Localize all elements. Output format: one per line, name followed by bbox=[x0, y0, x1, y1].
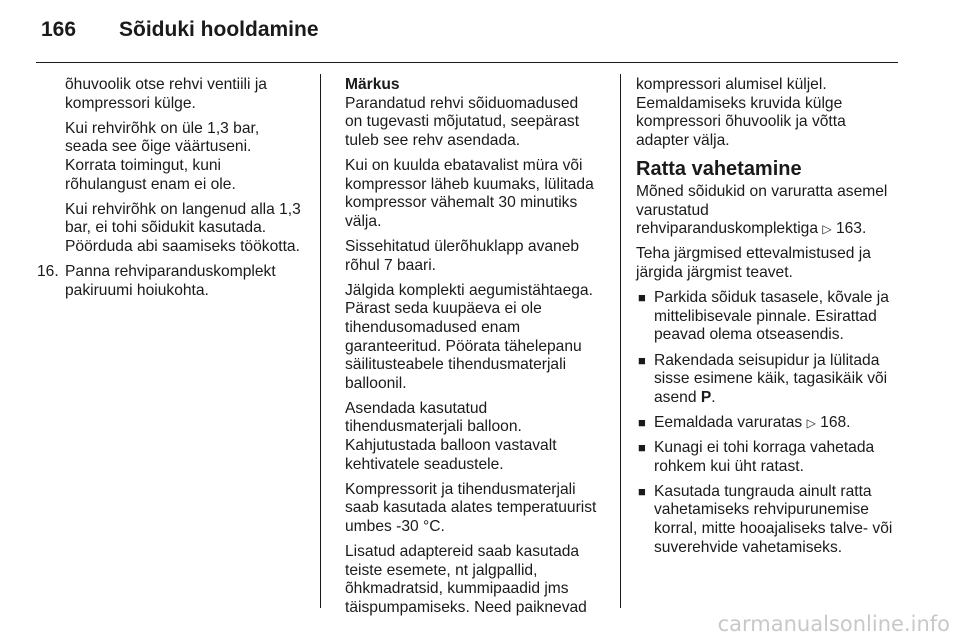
paragraph: Parandatud rehvi sõiduomadused on tugevasti mõjutatud, seepärast tuleb see rehv asendada. bbox=[345, 94, 580, 149]
section-title: Ratta vahetamine bbox=[636, 157, 802, 180]
page-ref-arrow-icon: ▷ bbox=[822, 222, 832, 237]
header-rule bbox=[36, 62, 898, 63]
paragraph: kompressori alumisel küljel. Eemaldamiseks kruvida külge kompressori õhuvoolik ja võtta adapter välja. bbox=[636, 76, 846, 149]
column-divider-1 bbox=[320, 74, 321, 608]
step-number: 16. bbox=[37, 263, 59, 281]
watermark: carmanualsonline.info bbox=[717, 612, 950, 636]
bullet-text-main: Rakendada seisupidur ja lülitada sisse esimene käik, tagasikäik või asend bbox=[654, 351, 888, 406]
column-1 bbox=[37, 76, 309, 307]
bullet-item bbox=[636, 352, 904, 408]
bullet-item bbox=[636, 414, 904, 433]
bullet-square-icon: ■ bbox=[638, 352, 646, 368]
bullet-square-icon: ■ bbox=[638, 483, 646, 499]
page-number: 166 bbox=[41, 18, 77, 41]
bullet-square-icon: ■ bbox=[638, 414, 646, 430]
bullet-text-main: Eemaldada varuratas bbox=[654, 413, 803, 431]
paragraph: Jälgida komplekti aegumistähtaega. Pärast seda kuupäeva ei ole tihendusomadused enam garanteeritud. Pöörata tähelepanu säilitusteabele tihendusmaterjali balloonil. bbox=[345, 281, 593, 392]
column-2 bbox=[345, 76, 607, 624]
paragraph: õhuvoolik otse rehvi ventiili ja kompressori külge. bbox=[65, 76, 267, 112]
bullet-item bbox=[636, 483, 904, 557]
page-ref[interactable]: 168. bbox=[820, 413, 851, 431]
bullet-square-icon: ■ bbox=[638, 440, 646, 456]
paragraph: Kui rehvirõhk on üle 1,3 bar, seada see õige väärtuseni. Korrata toimingut, kuni rõhulangust enam ei ole. bbox=[65, 119, 260, 193]
paragraph: Kompressorit ja tihendusmaterjali saab kasutada alates temperatuurist umbes -30 °C. bbox=[345, 480, 597, 536]
bullet-text bbox=[654, 352, 887, 408]
paragraph: Kui rehvirõhk on langenud alla 1,3 bar, ei tohi sõidukit kasutada. Pöörduda abi saamiseks töökotta. bbox=[65, 200, 301, 255]
page-ref-arrow-icon: ▷ bbox=[806, 415, 816, 430]
paragraph: Kui on kuulda ebatavalist müra või kompressor läheb kuumaks, lülitada kompressor vähemalt 30 minutiks välja. bbox=[345, 156, 594, 230]
step-text: Panna rehviparanduskomplekt pakiruumi hoiukohta. bbox=[65, 263, 276, 299]
note-title: Märkus bbox=[345, 76, 400, 93]
bullet-text bbox=[654, 414, 851, 433]
paragraph: Lisatud adaptereid saab kasutada teiste esemete, nt jalgpallid, õhkmadratsid, kummipaadid jms täispumpamiseks. Need paiknevad bbox=[345, 543, 587, 616]
page-title: Sõiduki hooldamine bbox=[119, 18, 319, 41]
bullet-text: Kasutada tungrauda ainult ratta vahetamiseks rehvipurunemise korral, mitte hooajaliseks talve- või suverehvide vahetamiseks. bbox=[654, 482, 893, 556]
bullet-item bbox=[636, 289, 904, 345]
page-ref[interactable]: 163. bbox=[835, 220, 867, 238]
paragraph: Asendada kasutatud tihendusmaterjali balloon. Kahjutustada balloon vastavalt kehtivatele seadustele. bbox=[345, 399, 557, 473]
bullet-text: Parkida sõiduk tasasele, kõvale ja mittelibisevale pinnale. Esirattad peavad olema otseasendis. bbox=[654, 289, 889, 344]
paragraph: Teha järgmised ettevalmistused ja järgida järgmist teavet. bbox=[636, 245, 871, 281]
bullet-item bbox=[636, 439, 904, 476]
numbered-step-16 bbox=[37, 263, 309, 300]
bullet-text-end: . bbox=[711, 388, 716, 406]
paragraph: Sissehitatud ülerõhuklapp avaneb rõhul 7 baari. bbox=[345, 237, 580, 274]
page-header bbox=[41, 18, 319, 48]
bullet-text: Kunagi ei tohi korraga vahetada rohkem kui üht ratast. bbox=[654, 439, 875, 475]
paragraph-with-reference bbox=[636, 183, 904, 239]
bullet-square-icon: ■ bbox=[638, 290, 646, 306]
column-divider-2 bbox=[620, 74, 621, 608]
paragraph-text: Mõned sõidukid on varuratta asemel varustatud rehviparanduskomplektiga bbox=[636, 182, 888, 238]
column-3 bbox=[636, 76, 904, 564]
gear-position-p: P bbox=[700, 388, 712, 406]
